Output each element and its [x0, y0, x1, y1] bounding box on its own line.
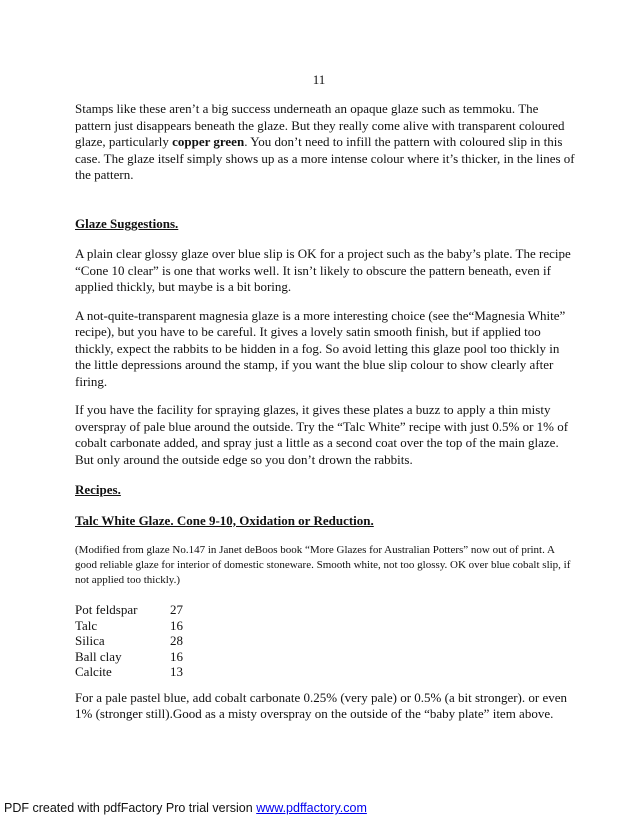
- main-content: [75, 101, 575, 723]
- pdf-footer: [4, 801, 367, 815]
- copper-green-emphasis: copper green: [172, 134, 245, 149]
- ingredient-name: Silica: [75, 633, 105, 648]
- ingredient-amount: 16: [170, 648, 183, 664]
- ingredients-table: [75, 602, 183, 680]
- recipes-heading: Recipes.: [75, 482, 121, 497]
- ingredient-row: [75, 664, 183, 680]
- magnesia-glaze-paragraph: A not-quite-transparent magnesia glaze is a more interesting choice (see the“Magnesia White” recipe), but you have to be careful. It gives a lovely satin smooth finish, but if applied too thickly, expect the rabbits to be hidden in a fog. So avoid letting this glaze pool too thickly in the little depressions around the stamp, if you want the blue slip colour to show clearly after firing.: [75, 307, 566, 389]
- cobalt-variation-paragraph: For a pale pastel blue, add cobalt carbonate 0.25% (very pale) or 0.5% (a bit stronger). or even 1% (stronger still).Good as a misty overspray on the outside of the “baby plate” item above.: [75, 689, 568, 721]
- ingredient-name: Talc: [75, 617, 98, 633]
- ingredient-amount: 27: [170, 602, 183, 617]
- ingredient-amount: 16: [170, 617, 183, 633]
- recipe-note: (Modified from glaze No.147 in Janet deBoos book “More Glazes for Australian Potters” now out of print. A good reliable glaze for interior of domestic stoneware. Smooth white, not too glossy. OK over blue cobalt slip, if not applied too thickly.): [75, 544, 571, 586]
- ingredient-row: [75, 649, 183, 665]
- ingredient-row: [75, 618, 183, 634]
- ingredient-row: [75, 602, 183, 618]
- pdffactory-link[interactable]: www.pdffactory.com: [256, 801, 367, 815]
- intro-paragraph: [75, 101, 575, 184]
- glaze-suggestions-heading: Glaze Suggestions.: [75, 215, 179, 231]
- recipe-title: Talc White Glaze. Cone 9-10, Oxidation or Reduction.: [75, 512, 374, 528]
- footer-text: PDF created with pdfFactory Pro trial version: [4, 801, 257, 815]
- intro-text-end: . You don’t need to infill the pattern with coloured slip in this case. The glaze itself simply shows up as a more intense colour where it’s thicker, in the lines of the pattern.: [75, 134, 575, 182]
- page-number: 11: [312, 72, 326, 87]
- clear-glaze-paragraph: A plain clear glossy glaze over blue slip is OK for a project such as the baby’s plate. The recipe “Cone 10 clear” is one that works well. It isn’t likely to obscure the pattern beneath, even if applied thickly, but maybe is a bit boring.: [75, 246, 571, 294]
- ingredient-name: Ball clay: [75, 648, 122, 664]
- intro-text-start: Stamps like these aren’t a big success underneath an opaque glaze such as temmoku. The pattern just disappears beneath the glaze. But they really come alive with transparent coloured glaze, particularly: [75, 101, 565, 149]
- ingredient-row: [75, 633, 183, 649]
- ingredient-name: Pot feldspar: [75, 602, 138, 617]
- ingredient-amount: 13: [170, 664, 183, 679]
- ingredient-amount: 28: [170, 633, 183, 648]
- spraying-paragraph: If you have the facility for spraying glazes, it gives these plates a buzz to apply a thin misty overspray of pale blue around the outside. Try the “Talc White” recipe with just 0.5% or 1% of cobalt carbonate added, and spray just a little as a second coat over the top of the main glaze. But only around the outside edge so you don’t drown the rabbits.: [75, 402, 569, 467]
- ingredient-name: Calcite: [75, 664, 112, 679]
